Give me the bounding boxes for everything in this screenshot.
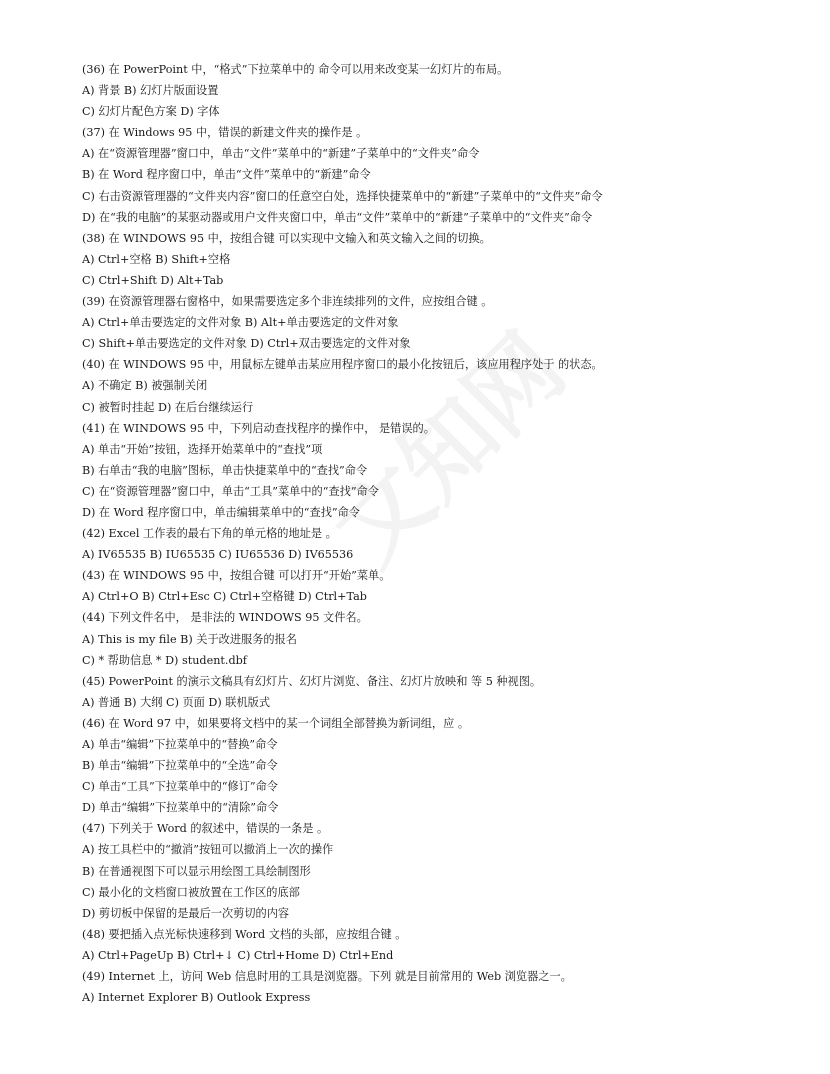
question-39-text: (39) 在资源管理器右窗格中，如果需要选定多个非连续排列的文件，应按组合键 。 — [82, 295, 493, 309]
question-36-text: (36) 在 PowerPoint 中，“格式”下拉菜单中的 命令可以用来改变某一幻灯片的布局。 — [82, 63, 509, 76]
question-38-options-cd: C) Ctrl+Shift D) Alt+Tab — [82, 273, 224, 287]
question-47-option-b: B) 在普通视图下可以显示用绘图工具绘制图形 — [82, 864, 311, 878]
question-41-option-b: B) 右单击“我的电脑”图标，单击快捷菜单中的“查找”命令 — [82, 463, 368, 477]
question-49-options-ab: A) Internet Explorer B) Outlook Express — [82, 991, 311, 1005]
question-list — [82, 59, 782, 1008]
question-38-text: (38) 在 WINDOWS 95 中，按组合键 可以实现中文输入和英文输入之间的切换。 — [82, 231, 491, 245]
question-47-option-a: A) 按工具栏中的“撤消”按钮可以撤消上一次的操作 — [82, 843, 334, 857]
question-41-option-a: A) 单击“开始”按钮，选择开始菜单中的“查找”项 — [82, 442, 323, 456]
question-39-options-cd: C) Shift+单击要选定的文件对象 D) Ctrl+双击要选定的文件对象 — [82, 337, 411, 351]
question-47-option-c: C) 最小化的文档窗口被放置在工作区的底部 — [82, 885, 300, 899]
question-44-options-cd: C) * 帮助信息 * D) student.dbf — [82, 653, 247, 667]
question-46-option-d: D) 单击“编辑”下拉菜单中的“清除”命令 — [82, 801, 279, 815]
question-40-options-ab: A) 不确定 B) 被强制关闭 — [82, 379, 208, 393]
question-37-option-b: B) 在 Word 程序窗口中，单击“文件”菜单中的“新建”命令 — [82, 168, 371, 182]
question-48-options: A) Ctrl+PageUp B) Ctrl+↓ C) Ctrl+Home D) Ctrl+End — [82, 948, 394, 962]
question-37-option-c: C) 右击资源管理器的“文件夹内容”窗口的任意空白处，选择快捷菜单中的“新建”子菜单中的“文件夹”命令 — [82, 189, 603, 203]
question-45-text: (45) PowerPoint 的演示文稿具有幻灯片、幻灯片浏览、备注、幻灯片放映和 等 5 种视图。 — [82, 674, 542, 688]
question-46-option-a: A) 单击“编辑”下拉菜单中的“替换”命令 — [82, 738, 278, 751]
question-36-options-cd: C) 幻灯片配色方案 D) 字体 — [82, 105, 220, 119]
question-41-option-d: D) 在 Word 程序窗口中，单击编辑菜单中的“查找”命令 — [82, 505, 360, 519]
question-42-options: A) IV65535 B) IU65535 C) IU65536 D) IV65536 — [82, 548, 354, 562]
question-41-option-c: C) 在“资源管理器”窗口中，单击“工具”菜单中的“查找”命令 — [82, 484, 379, 498]
question-44-text: (44) 下列文件名中， 是非法的 WINDOWS 95 文件名。 — [82, 611, 368, 625]
question-46-text: (46) 在 Word 97 中，如果要将文档中的某一个词组全部替换为新词组，应 。 — [82, 716, 470, 730]
question-40-text: (40) 在 WINDOWS 95 中，用鼠标左键单击某应用程序窗口的最小化按钮后，该应用程序处于 的状态。 — [82, 358, 603, 372]
question-38-options-ab: A) Ctrl+空格 B) Shift+空格 — [82, 252, 231, 266]
question-46-option-b: B) 单击“编辑”下拉菜单中的“全选”命令 — [82, 759, 278, 773]
question-37-text: (37) 在 Windows 95 中，错误的新建文件夹的操作是 。 — [82, 126, 368, 140]
question-44-options-ab: A) This is my file B) 关于改进服务的报名 — [82, 632, 297, 646]
question-43-options: A) Ctrl+O B) Ctrl+Esc C) Ctrl+空格键 D) Ctrl+Tab — [82, 590, 367, 604]
question-47-option-d: D) 剪切板中保留的是最后一次剪切的内容 — [82, 906, 290, 920]
question-49-text: (49) Internet 上，访问 Web 信息时用的工具是浏览器。下列 就是目前常用的 Web 浏览器之一。 — [82, 970, 572, 984]
question-42-text: (42) Excel 工作表的最右下角的单元格的地址是 。 — [82, 527, 337, 541]
question-45-options: A) 普通 B) 大纲 C) 页面 D) 联机版式 — [82, 695, 271, 709]
question-37-option-d: D) 在“我的电脑”的某驱动器或用户文件夹窗口中，单击“文件”菜单中的“新建”子菜单中的“文件夹”命令 — [82, 210, 593, 224]
question-40-options-cd: C) 被暂时挂起 D) 在后台继续运行 — [82, 400, 254, 414]
question-36-options-ab: A) 背景 B) 幻灯片版面设置 — [82, 84, 219, 98]
question-39-options-ab: A) Ctrl+单击要选定的文件对象 B) Alt+单击要选定的文件对象 — [82, 316, 399, 330]
question-48-text: (48) 要把插入点光标快速移到 Word 文档的头部，应按组合键 。 — [82, 927, 407, 941]
question-43-text: (43) 在 WINDOWS 95 中，按组合键 可以打开“开始”菜单。 — [82, 569, 391, 583]
question-37-option-a: A) 在“资源管理器”窗口中，单击“文件”菜单中的“新建”子菜单中的“文件夹”命令 — [82, 147, 480, 161]
question-41-text: (41) 在 WINDOWS 95 中，下列启动查找程序的操作中， 是错误的。 — [82, 421, 435, 435]
question-46-option-c: C) 单击“工具”下拉菜单中的“修订”命令 — [82, 780, 278, 794]
question-47-text: (47) 下列关于 Word 的叙述中，错误的一条是 。 — [82, 822, 329, 836]
